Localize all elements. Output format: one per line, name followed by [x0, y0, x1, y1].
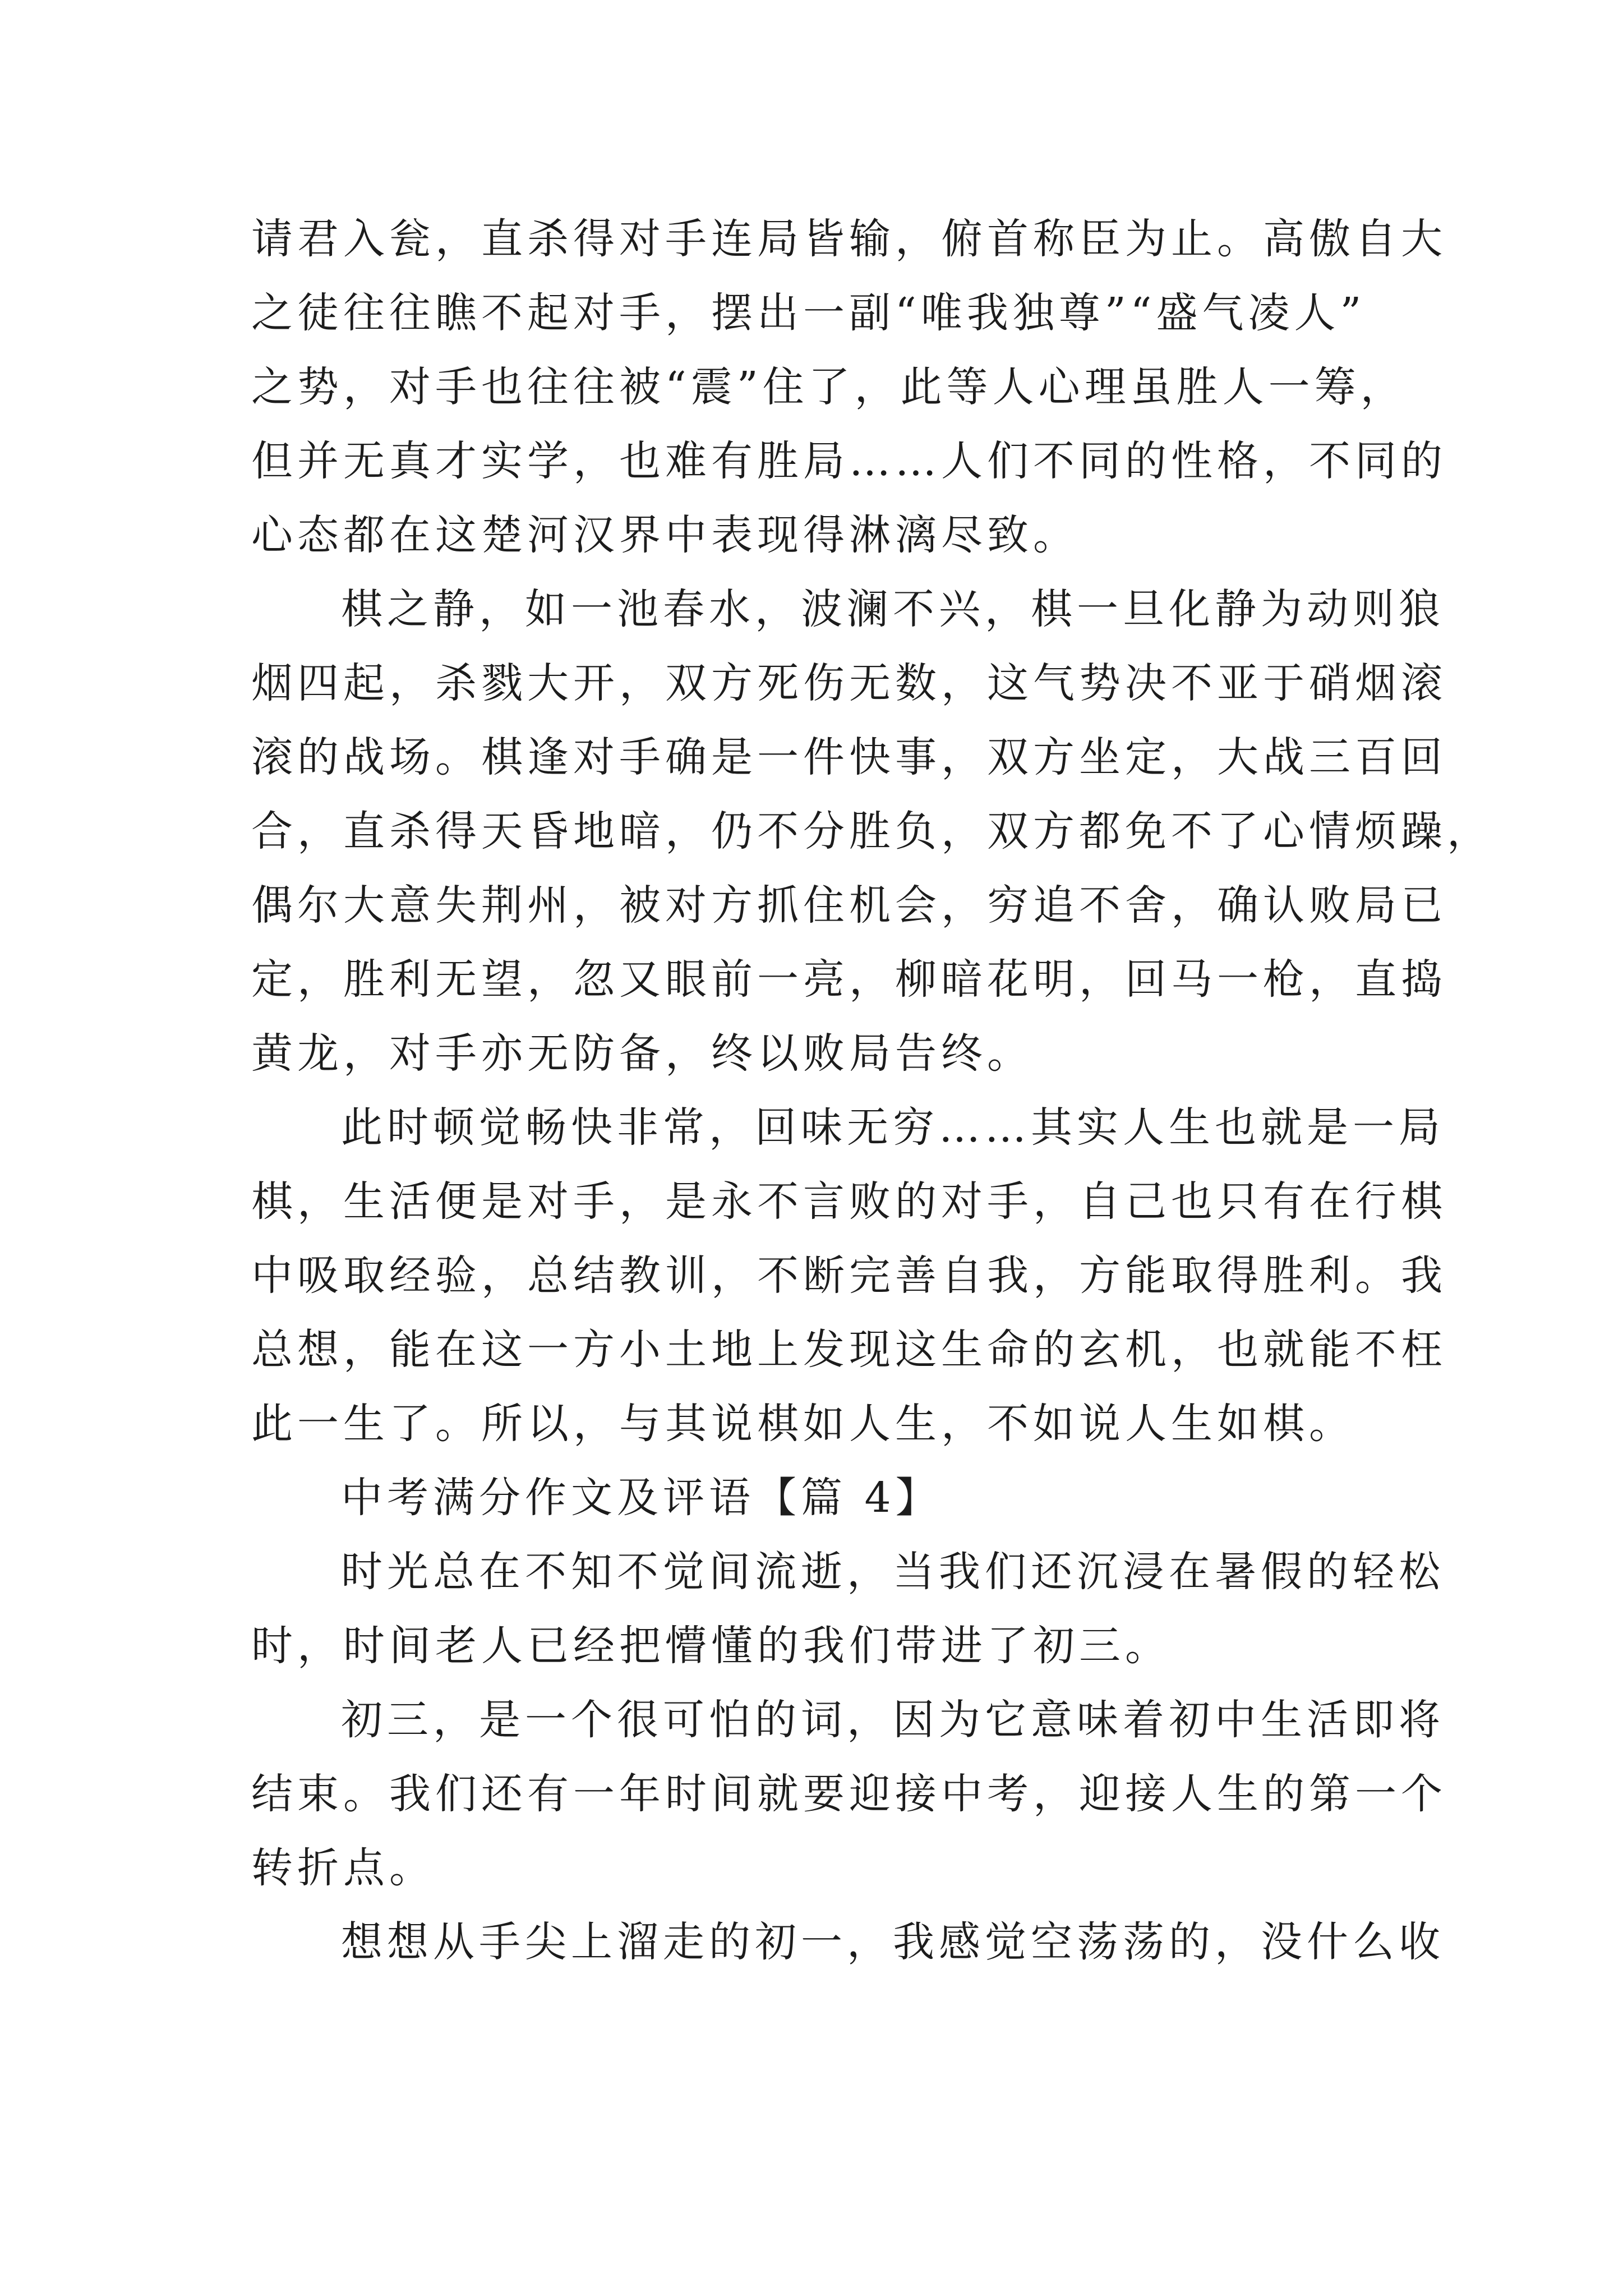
text-line: 定，胜利无望，忽又眼前一亮，柳暗花明，回马一枪，直捣 — [251, 955, 1447, 1004]
paragraph-start-line: 初三，是一个很可怕的词，因为它意味着初中生活即将 — [341, 1696, 1445, 1744]
text-line: 合，直杀得天昏地暗，仍不分胜负，双方都免不了心情烦躁， — [251, 807, 1493, 855]
paragraph-start-line: 想想从手尖上溜走的初一，我感觉空荡荡的，没什么收 — [341, 1918, 1445, 1966]
text-line: 转折点。 — [251, 1844, 435, 1892]
text-line: 此一生了。所以，与其说棋如人生，不如说人生如棋。 — [251, 1400, 1355, 1448]
paragraph-start-line: 棋之静，如一池春水，波澜不兴，棋一旦化静为动则狼 — [341, 585, 1445, 633]
text-line: 烟四起，杀戮大开，双方死伤无数，这气势决不亚于硝烟滚 — [251, 659, 1447, 707]
text-line: 结束。我们还有一年时间就要迎接中考，迎接人生的第一个 — [251, 1770, 1447, 1818]
text-line: 心态都在这楚河汉界中表现得淋漓尽致。 — [251, 511, 1079, 559]
body-text — [251, 202, 1493, 1979]
text-line: 总想，能在这一方小土地上发现这生命的玄机，也就能不枉 — [251, 1326, 1447, 1374]
text-line: 时，时间老人已经把懵懂的我们带进了初三。 — [251, 1622, 1171, 1670]
paragraph-start-line: 此时顿觉畅快非常，回味无穷……其实人生也就是一局 — [341, 1103, 1445, 1152]
text-line: 棋，生活便是对手，是永不言败的对手，自己也只有在行棋 — [251, 1177, 1447, 1226]
text-line: 偶尔大意失荆州，被对方抓住机会，穷追不舍，确认败局已 — [251, 881, 1447, 930]
text-line: 黄龙，对手亦无防备，终以败局告终。 — [251, 1029, 1033, 1078]
text-line: 滚的战场。棋逢对手确是一件快事，双方坐定，大战三百回 — [251, 733, 1447, 781]
text-line: 但并无真才实学，也难有胜局……人们不同的性格，不同的 — [251, 437, 1447, 485]
text-line: 中吸取经验，总结教训，不断完善自我，方能取得胜利。我 — [251, 1251, 1447, 1300]
paragraph-start-line: 时光总在不知不觉间流逝，当我们还沉浸在暑假的轻松 — [341, 1548, 1445, 1596]
text-line: 请君入瓮，直杀得对手连局皆输，俯首称臣为止。高傲自大 — [251, 215, 1447, 263]
text-line: 之徒往往瞧不起对手，摆出一副“唯我独尊”“盛气凌人” — [251, 289, 1366, 337]
text-line: 之势，对手也往往被“震”住了，此等人心理虽胜人一筹， — [251, 363, 1407, 411]
section-heading: 中考满分作文及评语【篇 4】 — [341, 1474, 942, 1522]
